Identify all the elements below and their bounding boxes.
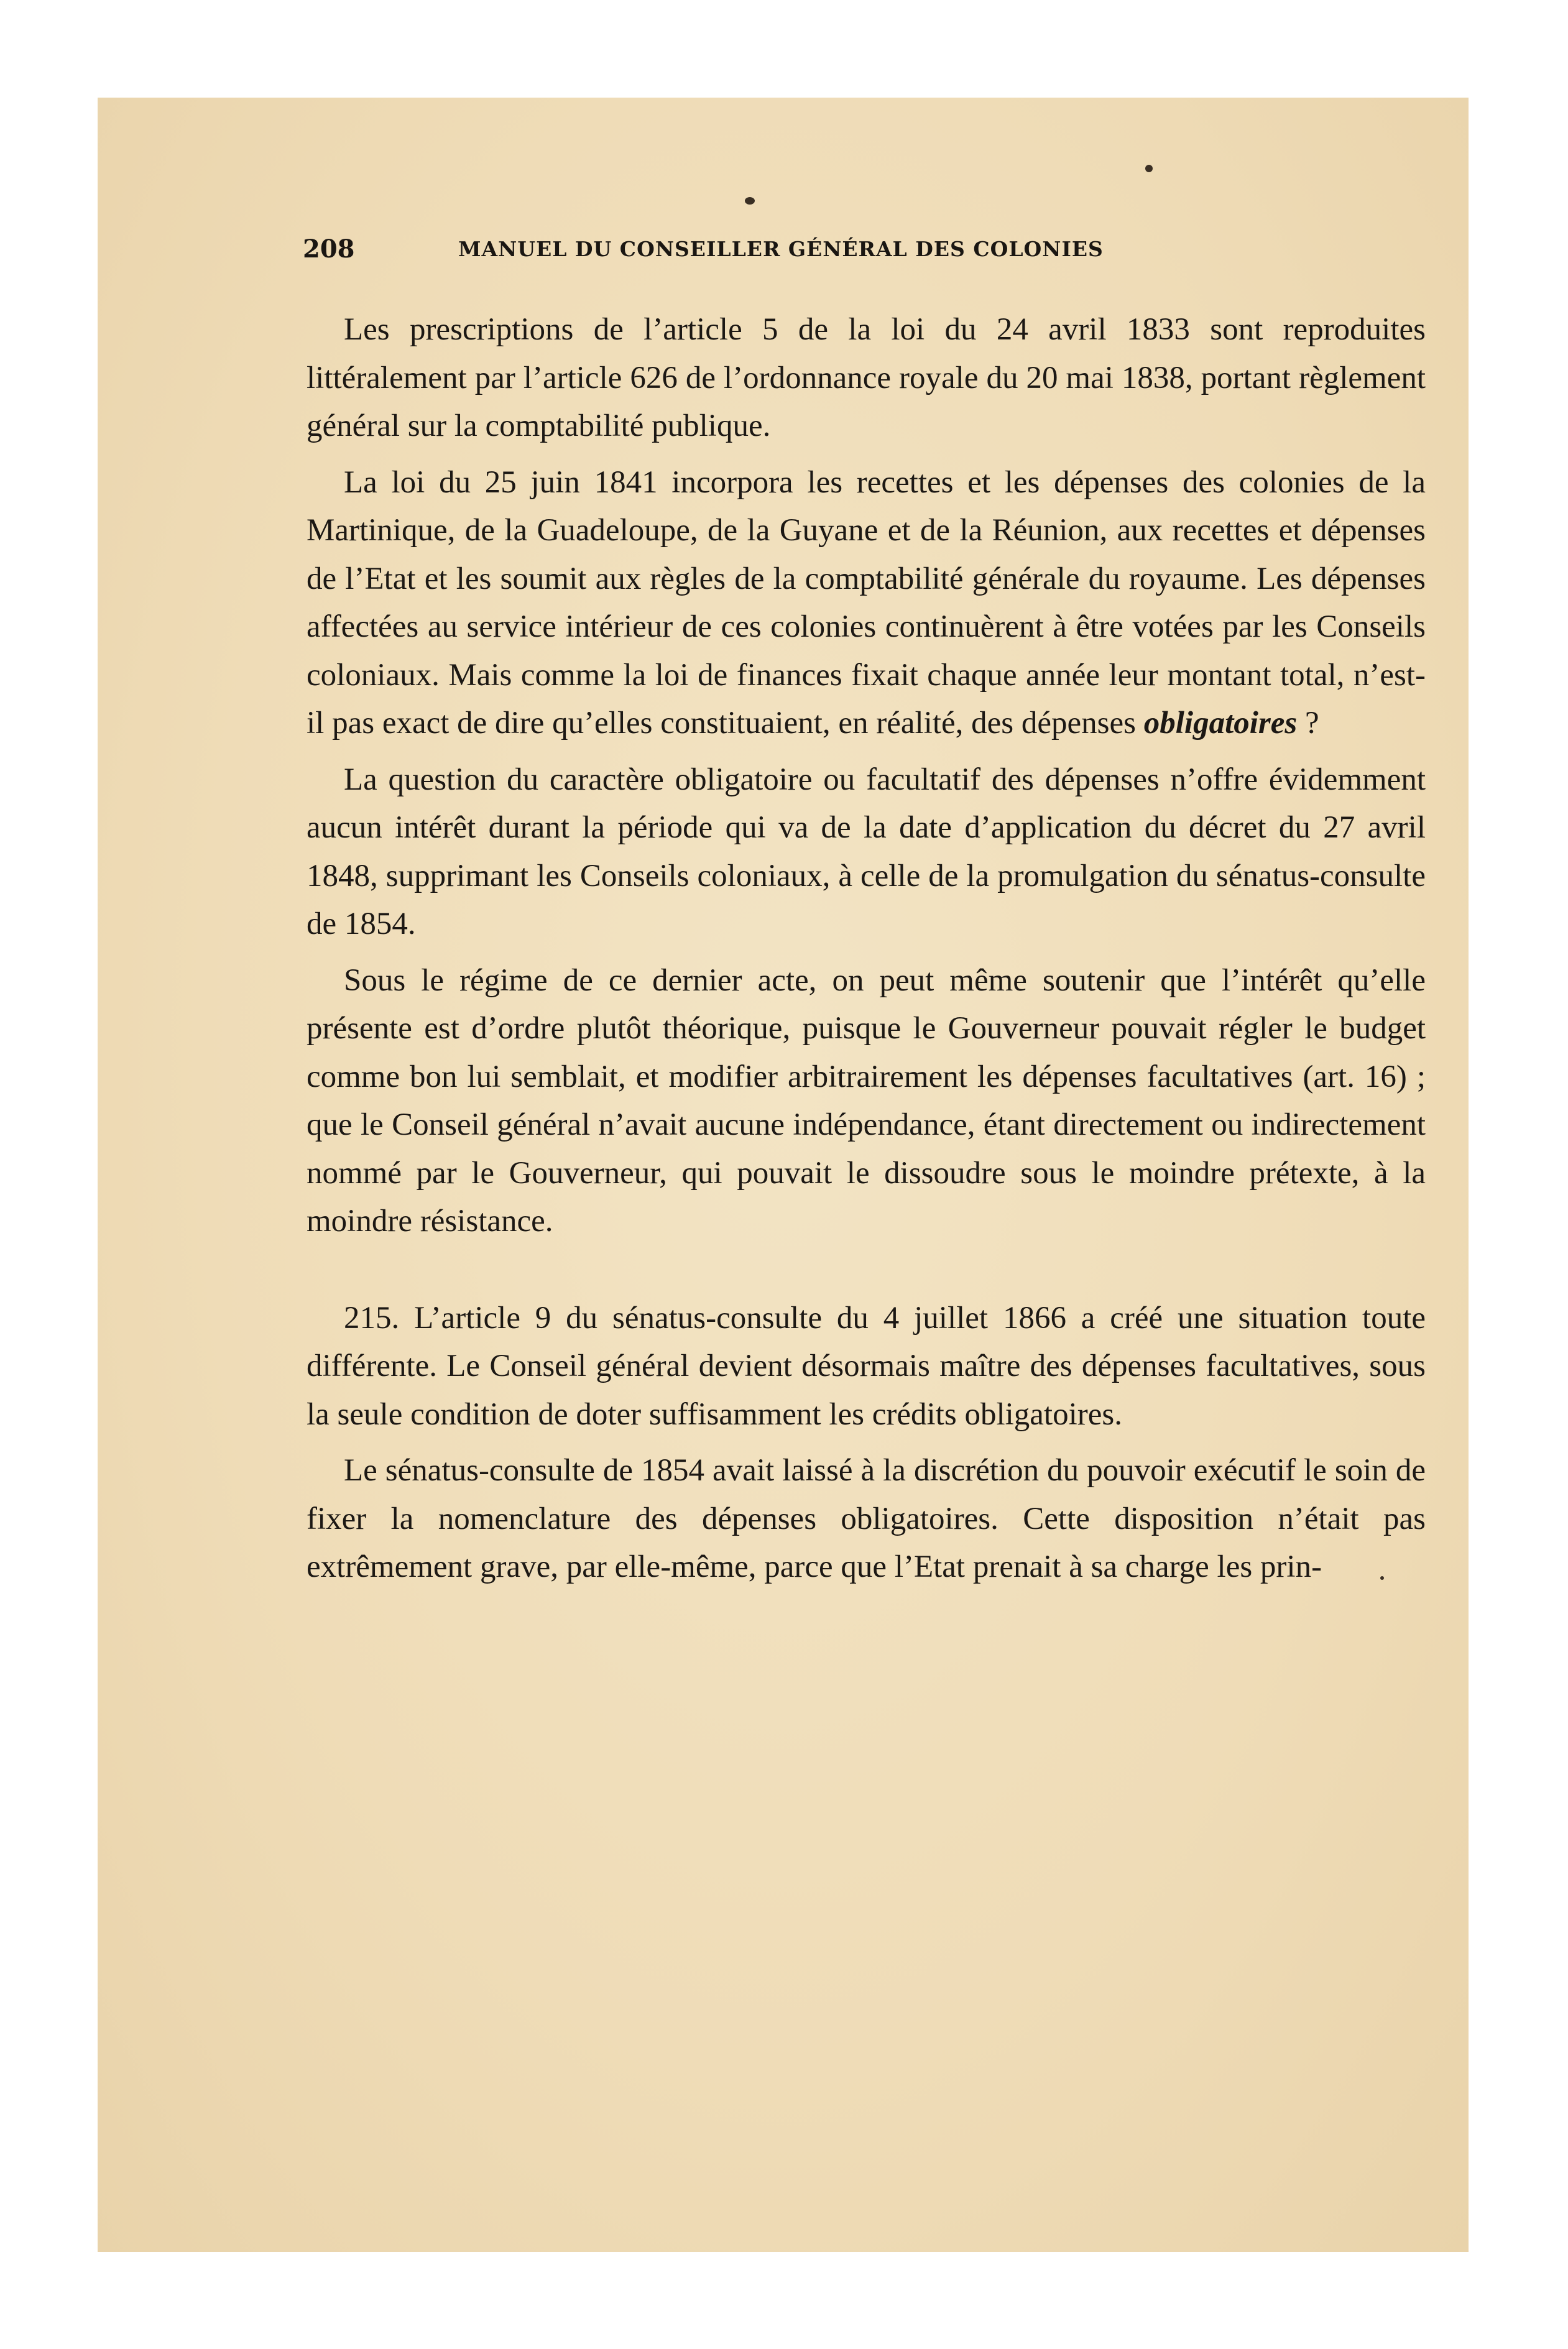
section-215-paragraph: 215. L’article 9 du sénatus-consulte du 4 juillet 1866 a créé une situation toute différente. Le Conseil général devient désormais maître des dépenses facultatives, sous la seule condition de doter suffisamment les crédits obligatoires.	[307, 1300, 1426, 1432]
ink-speck	[745, 197, 755, 205]
running-head: MANUEL DU CONSEILLER GÉNÉRAL DES COLONIES	[458, 237, 1104, 261]
emphasis: obligatoires	[1143, 706, 1298, 741]
text-body	[307, 306, 1426, 1592]
page-header	[303, 234, 1360, 284]
paragraph: Sous le régime de ce dernier acte, on peut même soutenir que l’intérêt qu’elle présente est d’ordre plutôt théorique, puisque le Gouverneur pouvait régler le budget comme bon lui semblait, et modifier arbitrairement les dépenses facultatives (art. 16) ; que le Conseil général n’avait aucune indépendance, étant directement ou indirectement nommé par le Gouverneur, qui pouvait le dissoudre sous le moindre prétexte, à la moindre résistance.	[307, 962, 1426, 1239]
page-number: 208	[303, 234, 355, 264]
paragraph: Le sénatus-consulte de 1854 avait laissé à la discrétion du pouvoir exécutif le soin de fixer la nomenclature des dépenses obligatoires. Cette disposition n’était pas extrêmement grave, par elle-même, parce que l’Etat prenait à sa charge les prin-	[307, 1453, 1426, 1584]
paragraph: La question du caractère obligatoire ou facultatif des dépenses n’offre évidemment aucun intérêt durant la période qui va de la date d’application du décret du 27 avril 1848, supprimant les Conseils coloniaux, à celle de la promulgation du sénatus-consulte de 1854.	[307, 762, 1426, 941]
ink-speck	[1145, 165, 1153, 172]
book-page	[98, 98, 1469, 2252]
paragraph: Les prescriptions de l’article 5 de la loi du 24 avril 1833 sont reproduites littéralement par l’article 626 de l’ordonnance royale du 20 mai 1838, portant règlement général sur la comptabilité publique.	[307, 312, 1426, 443]
paragraph: La loi du 25 juin 1841 incorpora les recettes et les dépenses des colonies de la Martinique, de la Guadeloupe, de la Guyane et de la Réunion, aux recettes et dépenses de l’Etat et les soumit aux règles de la comptabilité générale du royaume. Les dépenses affectées au service intérieur de ces colonies continuèrent à être votées par les Conseils coloniaux. Mais comme la loi de finances fixait chaque année leur montant total, n’est-il pas exact de dire qu’elles constituaient, en réalité, des dépenses obligatoires ?	[307, 464, 1426, 741]
